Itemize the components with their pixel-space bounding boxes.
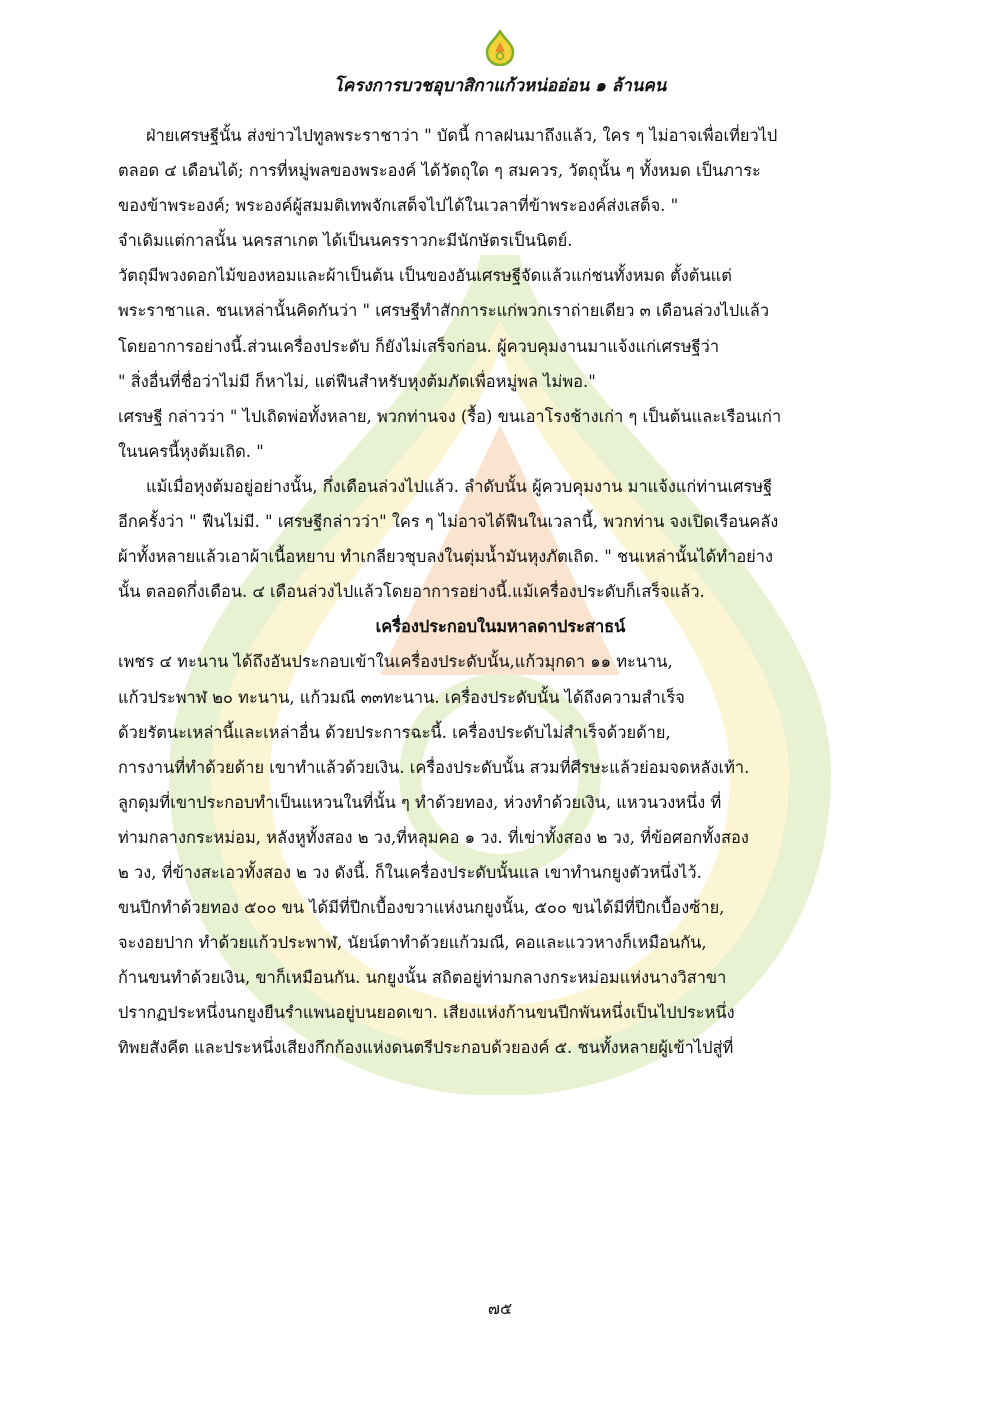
text-line: ปรากฏประหนึ่งนกยูงยืนรำแพนอยู่บนยอดเขา. เสียงแห่งก้านขนปีกพันหนึ่งเป็นไปประหนึ่ง [118,1003,735,1023]
document-body [118,118,883,1066]
page-number: ๗๕ [487,1299,513,1318]
text-line: นั้น ตลอดกึ่งเดือน. ๔ เดือนล่วงไปแล้วโดยอาการอย่างนี้.แม้เครื่องประดับก็เสร็จแล้ว. [118,582,705,602]
text-line: ตลอด ๔ เดือนได้; การที่หมู่พลของพระองค์ ได้วัตถุใด ๆ สมควร, วัตถุนั้น ๆ ทั้งหมด เป็นภาระ [118,161,761,181]
page-header [0,30,1000,99]
text-line: ๒ วง, ที่ข้างสะเอวทั้งสอง ๒ วง ดังนี้. ก็ในเครื่องประดับนั้นแล เขาทำนกยูงตัวหนึ่งไว้. [118,862,702,882]
text-line: พระราชาแล. ชนเหล่านั้นคิดกันว่า " เศรษฐีทำสักการะแก่พวกเราถ่ายเดียว ๓ เดือนล่วงไปแล้ว [118,301,770,321]
text-line: ลูกดุมที่เขาประกอบทำเป็นแหวนในที่นั้น ๆ ทำด้วยทอง, ห่วงทำด้วยเงิน, แหวนวงหนึ่ง ที่ [118,792,722,812]
text-line: จะงอยปาก ทำด้วยแก้วประพาฬ, นัยน์ตาทำด้วยแก้วมณี, คอและแววหางก็เหมือนกัน, [118,933,707,953]
text-line: โดยอาการอย่างนี้.ส่วนเครื่องประดับ ก็ยังไม่เสร็จก่อน. ผู้ควบคุมงานมาแจ้งแก่เศรษฐีว่า [118,336,720,356]
text-line: ผ้าทั้งหลายแล้วเอาผ้าเนื้อหยาบ ทำเกลียวชุบลงในตุ่มน้ำมันหุงภัตเถิด. " ชนเหล่านั้นได้ทำอย่าง [118,547,773,567]
text-line: ขนปีกทำด้วยทอง ๕๐๐ ขน ได้มีที่ปีกเบื้องขวาแห่งนกยูงนั้น, ๕๐๐ ขนได้มีที่ปีกเบื้องซ้าย, [118,898,725,918]
text-line: ท่ามกลางกระหม่อม, หลังหูทั้งสอง ๒ วง,ที่หลุมคอ ๑ วง. ที่เข่าทั้งสอง ๒ วง, ที่ข้อศอกทั้งสอง [118,827,749,847]
text-line: ในนครนี้หุงต้มเถิด. " [118,441,264,461]
text-line: แก้วประพาฬ ๒๐ ทะนาน, แก้วมณี ๓๓ทะนาน. เครื่องประดับนั้น ได้ถึงความสำเร็จ [118,687,685,707]
text-line: ของข้าพระองค์; พระองค์ผู้สมมติเทพจักเสด็จไปได้ในเวลาที่ข้าพระองค์ส่งเสด็จ. " [118,196,679,216]
text-line: ทิพยสังคีต และประหนึ่งเสียงกึกก้องแห่งดนตรีประกอบด้วยองค์ ๕. ชนทั้งหลายผู้เข้าไปสู่ที่ [118,1038,734,1058]
text-line: ฝ่ายเศรษฐีนั้น ส่งข่าวไปทูลพระราชาว่า " บัดนี้ กาลฝนมาถึงแล้ว, ใคร ๆ ไม่อาจเพื่อเที่ยวไป [146,126,778,145]
text-line: ก้านขนทำด้วยเงิน, ขาก็เหมือนกัน. นกยูงนั้น สถิตอยู่ท่ามกลางกระหม่อมแห่งนางวิสาขา [118,968,727,988]
project-logo-icon [485,30,515,66]
text-line: การงานที่ทำด้วยด้าย เขาทำแล้วด้วยเงิน. เครื่องประดับนั้น สวมที่ศีรษะแล้วย่อมจดหลังเท้า. [118,757,750,777]
text-line: เศรษฐี กล่าวว่า " ไปเถิดพ่อทั้งหลาย, พวกท่านจง (รื้อ) ขนเอาโรงช้างเก่า ๆ เป็นต้นและเรือนเก่า [118,406,782,426]
section-heading: เครื่องประกอบในมหาลดาประสาธน์ [375,617,626,637]
text-line: แม้เมื่อหุงต้มอยู่อย่างนั้น, กึ่งเดือนล่วงไปแล้ว. ลำดับนั้น ผู้ควบคุมงาน มาแจ้งแก่ท่านเศรษฐี [146,476,773,496]
text-line: จำเดิมแต่กาลนั้น นครสาเกต ได้เป็นนครราวกะมีนักษัตรเป็นนิตย์. [118,231,573,251]
header-title: โครงการบวชอุบาสิกาแก้วหน่ออ่อน ๑ ล้านคน [333,76,667,96]
text-line: อีกครั้งว่า " ฟืนไม่มี. " เศรษฐีกล่าวว่า" ใคร ๆ ไม่อาจได้ฟืนในเวลานี้, พวกท่าน จงเปิดเรือนคลัง [118,512,779,532]
text-line: วัตถุมีพวงดอกไม้ของหอมและผ้าเป็นต้น เป็นของอันเศรษฐีจัดแล้วแก่ชนทั้งหมด ตั้งต้นแต่ [118,266,732,286]
text-line: ด้วยรัตนะเหล่านี้และเหล่าอื่น ด้วยประการฉะนี้. เครื่องประดับไม่สำเร็จด้วยด้าย, [118,722,671,742]
text-line: " สิ่งอื่นที่ชื่อว่าไม่มี ก็หาไม่, แต่ฟืนสำหรับหุงต้มภัตเพื่อหมู่พล ไม่พอ." [118,371,596,391]
text-line: เพชร ๔ ทะนาน ได้ถึงอันประกอบเข้าในเครื่องประดับนั้น,แก้วมุกดา ๑๑ ทะนาน, [118,652,673,672]
